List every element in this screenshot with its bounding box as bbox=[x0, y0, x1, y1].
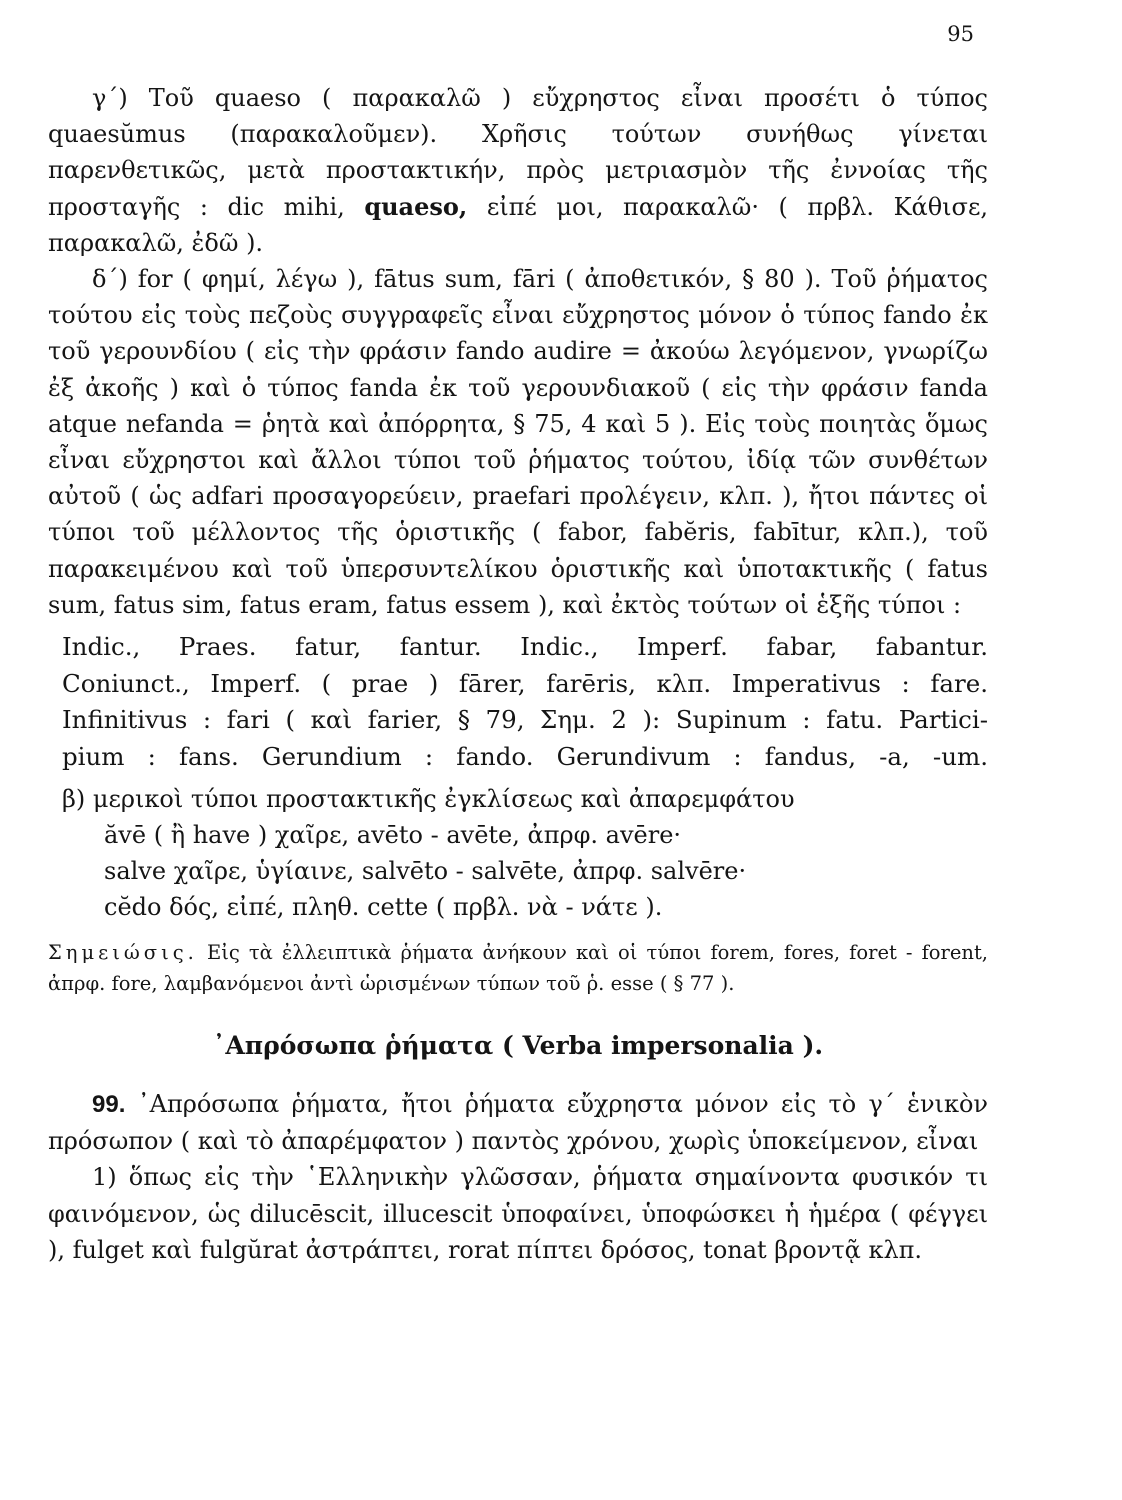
paragraph-gamma bbox=[48, 80, 988, 261]
paragraph-delta: δ΄) for ( φημί, λέγω ), fātus sum, fāri ( ἀποθετικόν, § 80 ). Τοῦ ῥήματος τούτου εἰς τοὺς πεζοὺς συγγραφεῖς εἶναι εὔχρηστος μόνον ὁ τύπος fando ἐκ τοῦ γερουνδίου ( εἰς τὴν φράσιν fando audire = ἀκούω λεγόμενον, γνωρίζω ἐξ ἀκοῆς ) καὶ ὁ τύπος fanda ἐκ τοῦ γερουνδιακοῦ ( εἰς τὴν φράσιν fanda atque nefanda = ῥητὰ καὶ ἀπόρρητα, § 75, 4 καὶ 5 ). Εἰς τοὺς ποιητὰς ὅμως εἶναι εὔχρηστοι καὶ ἄλλοι τύποι τοῦ ῥήματος τούτου, ἰδίᾳ τῶν συνθέτων αὐτοῦ ( ὡς adfari προσαγορεύειν, praefari προλέγειν, κλπ. ), ἤτοι πάντες οἱ τύποι τοῦ μέλλοντος τῆς ὁριστικῆς ( fabor, fabĕris, fabītur, κλπ.), τοῦ παρακειμένου καὶ τοῦ ὑπερσυντελίκου ὁριστικῆς καὶ ὑποτακτικῆς ( fatus sum, fatus sim, fatus eram, fatus essem ), καὶ ἐκτὸς τούτων οἱ ἑξῆς τύποι : bbox=[48, 265, 988, 619]
paragraph-gamma-bold-term: quaeso, bbox=[364, 191, 468, 221]
paragraph-gamma-text: γ΄) Τοῦ quaeso ( παρακαλῶ ) εὔχρηστος εἶναι προσέτι ὁ τύπος quaesŭmus (παρακαλοῦμεν). Χρῆσις τούτων συνήθως γίνεται παρενθετικῶς, μετὰ προστακτικήν, πρὸς μετριασμὸν τῆς ἐννοίας τῆς προσταγῆς : dic mihi, bbox=[48, 84, 988, 221]
verb-form-line: pium : fans. Gerundium : fando. Gerundivum : fandus, -a, -um. bbox=[62, 741, 988, 771]
imperative-list-intro: β) μερικοὶ τύποι προστακτικῆς ἐγκλίσεως καὶ ἀπαρεμφάτου bbox=[62, 785, 795, 814]
list-item: cĕdo δός, εἰπέ, πληθ. cette ( πρβλ. νὰ - νάτε ). bbox=[104, 893, 663, 922]
paragraph-phenomena: 1) ὅπως εἰς τὴν ῾Ελληνικὴν γλῶσσαν, ῥήματα σημαίνοντα φυσικόν τι φαινόμενον, ὡς dilucēscit, illucescit ὑποφαίνει, ὑποφώσκει ἡ ἡμέρα ( φέγγει ), fulget καὶ fulgŭrat ἀστράπτει, rorat πίπτει δρόσος, tonat βροντᾷ κλπ. bbox=[48, 1163, 988, 1264]
list-item: salve χαῖρε, ὑγίαινε, salvēto - salvēte, ἀπρφ. salvēre· bbox=[104, 857, 747, 886]
section-number: 99. bbox=[92, 1091, 126, 1119]
list-item: ăvē ( ἢ have ) χαῖρε, avēto - avēte, ἀπρφ. avēre· bbox=[104, 821, 682, 850]
verb-form-line: Coniunct., Imperf. ( prae ) fārer, farēris, κλπ. Imperativus : fare. bbox=[62, 668, 988, 698]
section-paragraph bbox=[48, 1086, 988, 1159]
section-paragraph-text: ᾿Απρόσωπα ῥήματα, ἤτοι ῥήματα εὔχρηστα μόνον εἰς τὸ γ΄ ἑνικὸν πρόσωπον ( καὶ τὸ ἀπαρέμφατον ) παντὸς χρόνου, χωρὶς ὑποκείμενον, εἶναι bbox=[48, 1090, 988, 1156]
note-text: Εἰς τὰ ἐλλειπτικὰ ῥήματα ἀνήκουν καὶ οἱ τύποι forem, fores, foret - forent, ἀπρφ. fore, λαμβανόμενοι ἀντὶ ὡρισμένων τύπων τοῦ ῥ. esse ( § 77 ). bbox=[48, 941, 988, 996]
page-number: 95 bbox=[947, 22, 974, 46]
verb-form-line: Indic., Praes. fatur, fantur. Indic., Imperf. fabar, fabantur. bbox=[62, 632, 988, 662]
section-heading: ᾿Απρόσωπα ῥήματα ( Verba impersonalia ). bbox=[212, 1031, 824, 1061]
page-content bbox=[48, 80, 988, 1268]
verb-forms-block bbox=[48, 629, 988, 775]
note-label: Σημειώσις. bbox=[48, 941, 198, 965]
note-paragraph bbox=[48, 937, 988, 999]
paragraph-gamma-text-end: εἰπέ μοι, παρακαλῶ· ( πρβλ. Κάθισε, παρακαλῶ, ἐδῶ ). bbox=[48, 192, 989, 257]
imperative-list bbox=[48, 781, 988, 925]
verb-form-line: Infinitivus : fari ( καὶ farier, § 79, Σημ. 2 ): Supinum : fatu. Partici- bbox=[62, 705, 988, 735]
